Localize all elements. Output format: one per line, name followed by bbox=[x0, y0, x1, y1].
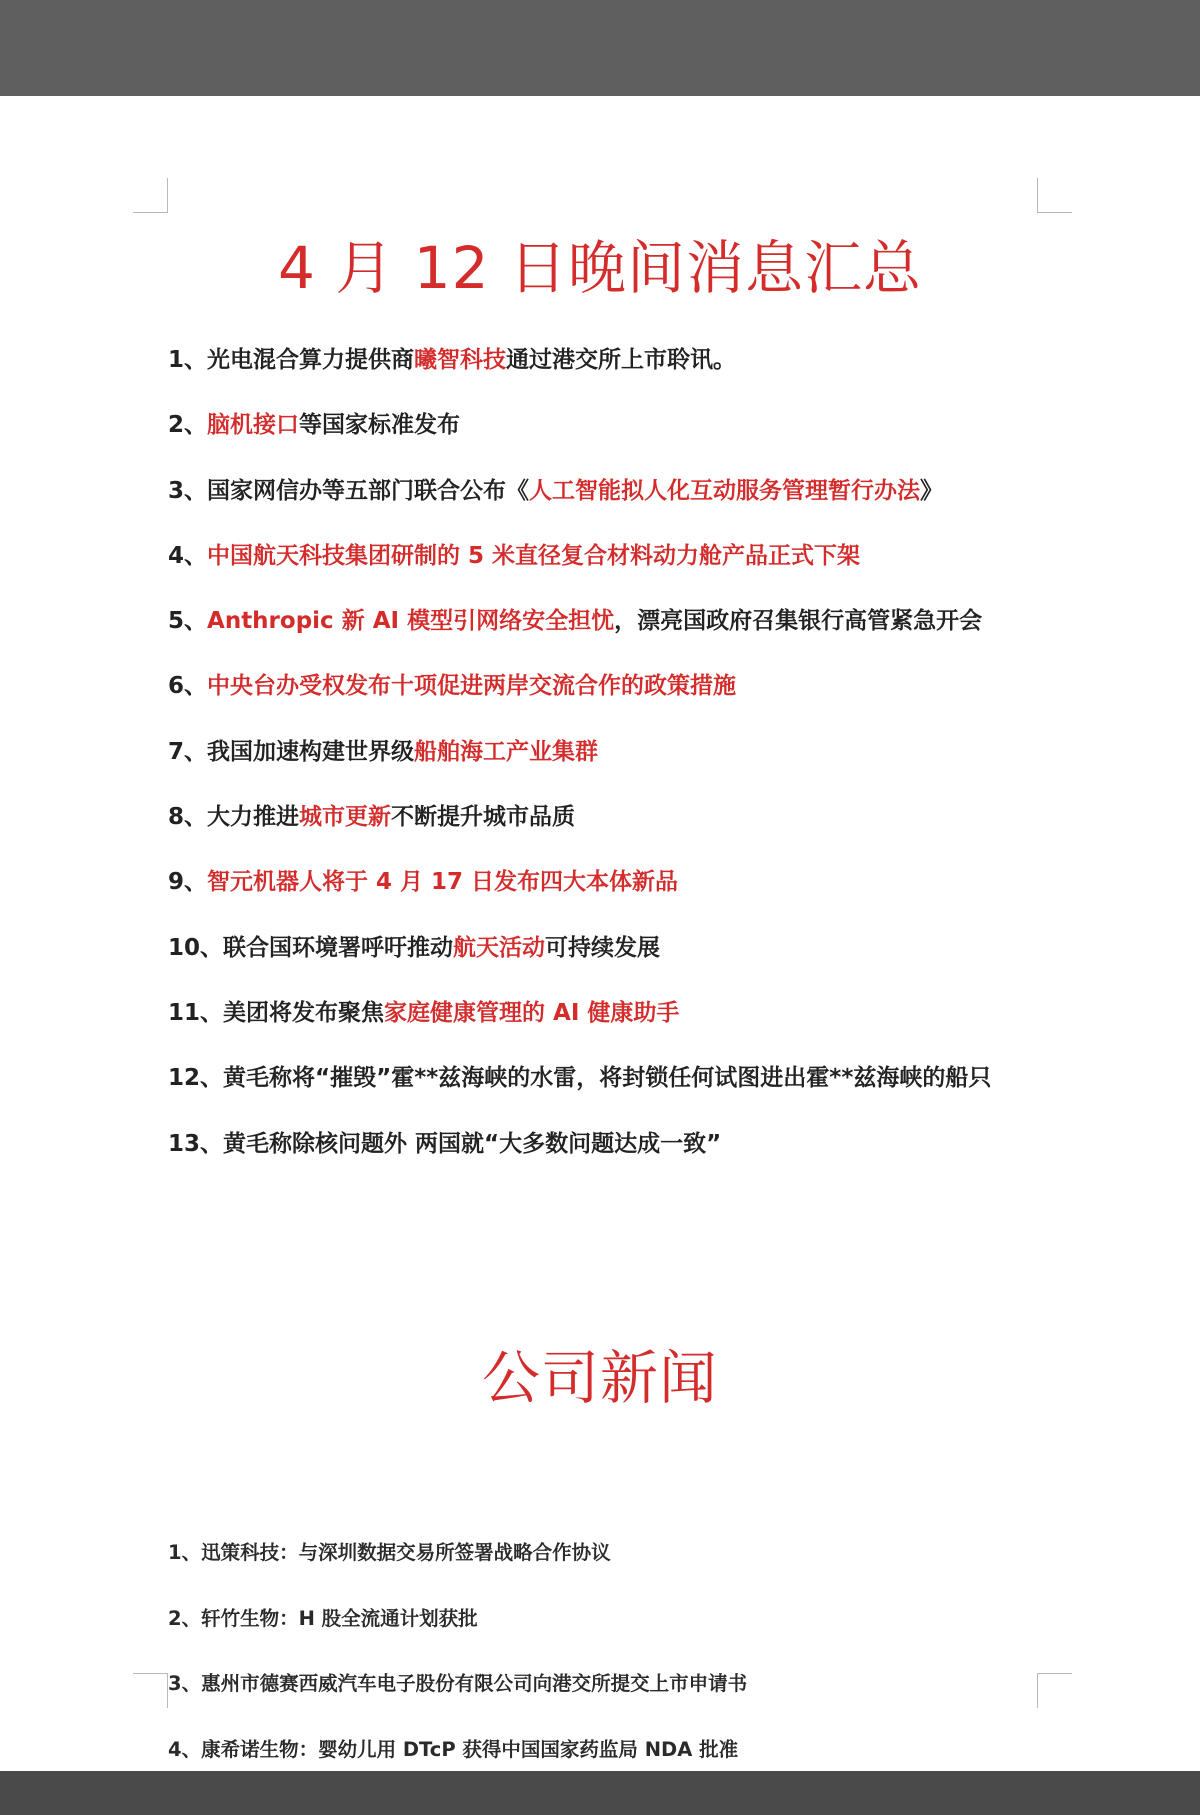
item-number: 3、 bbox=[168, 1672, 202, 1695]
item-number: 1、 bbox=[168, 347, 208, 373]
news-item bbox=[168, 850, 1048, 915]
item-text: 黄毛称除核问题外 两国就“大多数问题达成一致” bbox=[223, 1130, 722, 1157]
item-number: 9、 bbox=[168, 869, 208, 896]
item-number: 7、 bbox=[168, 738, 208, 765]
item-text: 国家网信办等五部门联合公布《 bbox=[207, 477, 530, 504]
item-number: 2、 bbox=[168, 1606, 202, 1630]
news-item bbox=[168, 328, 1048, 393]
item-highlight: 曦智科技 bbox=[414, 347, 507, 373]
news-item bbox=[168, 589, 1048, 654]
item-highlight: 船舶海工产业集群 bbox=[414, 738, 599, 765]
item-number: 6、 bbox=[168, 673, 208, 700]
item-number: 8、 bbox=[168, 804, 208, 831]
item-text: 我国加速构建世界级 bbox=[207, 738, 415, 765]
item-text: ，漂亮国政府召集银行高管紧急开会 bbox=[614, 608, 983, 635]
crop-mark-top-left bbox=[133, 178, 168, 213]
news-item bbox=[168, 1112, 1048, 1177]
company-news-list bbox=[168, 1520, 1048, 1782]
news-item bbox=[168, 720, 1048, 785]
news-item bbox=[168, 393, 1048, 458]
item-highlight: 人工智能拟人化互动服务管理暂行办法 bbox=[529, 477, 921, 504]
company-news-title: 公司新闻 bbox=[481, 1344, 718, 1412]
item-highlight: 脑机接口 bbox=[207, 412, 300, 439]
item-highlight: 中央台办受权发布十项促进两岸交流合作的政策措施 bbox=[207, 673, 737, 700]
item-text: 可持续发展 bbox=[545, 934, 661, 961]
news-item bbox=[168, 524, 1048, 589]
item-highlight: 智元机器人将于 4 月 17 日发布四大本体新品 bbox=[207, 869, 679, 896]
news-item bbox=[168, 1046, 1048, 1111]
item-highlight: 中国航天科技集团研制的 5 米直径复合材料动力舱产品正式下架 bbox=[207, 542, 861, 569]
bottom-bar bbox=[0, 1771, 1200, 1815]
item-number: 13、 bbox=[168, 1130, 224, 1157]
item-text: 黄毛称将“摧毁”霍**兹海峡的水雷，将封锁任何试图进出霍**兹海峡的船只 bbox=[223, 1065, 992, 1092]
item-text: 》 bbox=[920, 477, 944, 504]
item-text: 康希诺生物：婴幼儿用 DTcP 获得中国国家药监局 NDA 批准 bbox=[201, 1737, 739, 1761]
item-number: 10、 bbox=[168, 934, 224, 961]
document-page bbox=[0, 96, 1200, 1771]
item-text: 轩竹生物：H 股全流通计划获批 bbox=[201, 1606, 478, 1630]
item-number: 1、 bbox=[168, 1541, 202, 1564]
evening-news-list bbox=[168, 328, 1048, 1177]
item-text: 大力推进 bbox=[207, 804, 300, 831]
news-item bbox=[168, 654, 1048, 719]
top-bar bbox=[0, 0, 1200, 96]
item-text: 惠州市德赛西威汽车电子股份有限公司向港交所提交上市申请书 bbox=[201, 1672, 748, 1695]
item-highlight: Anthropic 新 AI 模型引网络安全担忧 bbox=[207, 608, 615, 635]
news-item bbox=[168, 981, 1048, 1046]
crop-mark-bottom-left bbox=[133, 1673, 168, 1708]
item-number: 5、 bbox=[168, 608, 208, 635]
news-item bbox=[168, 785, 1048, 850]
item-number: 4、 bbox=[168, 1737, 202, 1761]
item-text: 通过港交所上市聆讯。 bbox=[506, 347, 737, 373]
item-text: 不断提升城市品质 bbox=[391, 804, 576, 831]
company-news-item bbox=[168, 1651, 1048, 1717]
item-number: 2、 bbox=[168, 412, 208, 439]
item-number: 12、 bbox=[168, 1065, 224, 1092]
news-item bbox=[168, 916, 1048, 981]
item-highlight: 家庭健康管理的 AI 健康助手 bbox=[384, 999, 680, 1026]
item-number: 3、 bbox=[168, 477, 208, 504]
crop-mark-top-right bbox=[1037, 178, 1072, 213]
item-highlight: 航天活动 bbox=[453, 934, 546, 961]
company-news-item bbox=[168, 1520, 1048, 1586]
item-number: 4、 bbox=[168, 542, 208, 569]
company-news-item bbox=[168, 1586, 1048, 1652]
evening-news-title: 4 月 12 日晚间消息汇总 bbox=[277, 234, 922, 302]
news-item bbox=[168, 459, 1048, 524]
item-text: 等国家标准发布 bbox=[299, 412, 461, 439]
item-text: 美团将发布聚焦 bbox=[223, 999, 385, 1026]
item-number: 11、 bbox=[168, 999, 224, 1026]
item-text: 光电混合算力提供商 bbox=[207, 347, 415, 373]
item-highlight: 城市更新 bbox=[299, 804, 392, 831]
item-text: 迅策科技：与深圳数据交易所签署战略合作协议 bbox=[201, 1541, 611, 1564]
item-text: 联合国环境署呼吁推动 bbox=[223, 934, 454, 961]
